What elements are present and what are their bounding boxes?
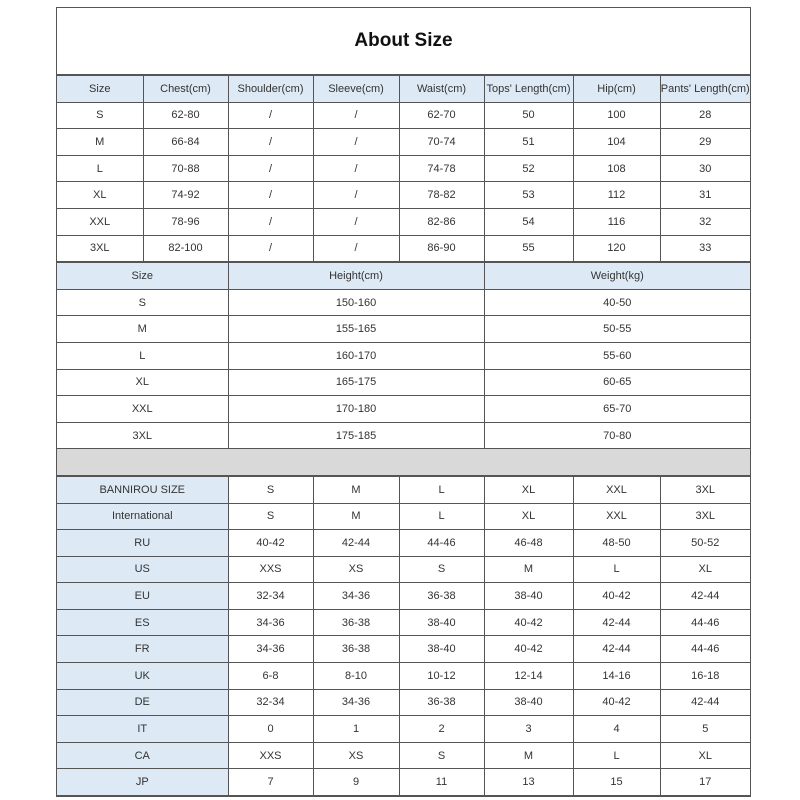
table-cell: / <box>313 208 399 235</box>
table-cell: 31 <box>660 182 750 209</box>
table-cell: 30 <box>660 155 750 182</box>
table-cell: 48-50 <box>573 530 660 557</box>
table-cell: 34-36 <box>228 636 313 663</box>
table-cell: XXS <box>228 556 313 583</box>
column-header: Waist(cm) <box>399 76 484 103</box>
table-cell: 52 <box>484 155 573 182</box>
table-cell: 62-70 <box>399 102 484 129</box>
table-cell: 40-42 <box>484 609 573 636</box>
column-header: Size <box>57 263 228 290</box>
table-row <box>57 235 750 262</box>
table-cell: 44-46 <box>660 609 750 636</box>
table-cell: XL <box>660 556 750 583</box>
table-row <box>57 530 750 557</box>
table-cell: 7 <box>228 769 313 796</box>
table-cell: 16-18 <box>660 663 750 690</box>
table-cell: L <box>573 742 660 769</box>
table-cell: 40-50 <box>484 289 750 316</box>
table-cell: 50-55 <box>484 316 750 343</box>
table-row <box>57 316 750 343</box>
table-cell: 32-34 <box>228 583 313 610</box>
table-cell: M <box>57 129 143 156</box>
table-cell: XS <box>313 742 399 769</box>
table-cell: S <box>57 102 143 129</box>
table-cell: 29 <box>660 129 750 156</box>
table-cell: 53 <box>484 182 573 209</box>
table-cell: 1 <box>313 716 399 743</box>
table-cell: / <box>228 182 313 209</box>
table-cell: JP <box>57 769 228 796</box>
table-cell: International <box>57 503 228 530</box>
table-cell: 36-38 <box>399 689 484 716</box>
table-cell: 38-40 <box>399 609 484 636</box>
table-cell: CA <box>57 742 228 769</box>
table-cell: 86-90 <box>399 235 484 262</box>
table-cell: FR <box>57 636 228 663</box>
table-cell: 70-74 <box>399 129 484 156</box>
table-cell: 36-38 <box>399 583 484 610</box>
table-cell: 15 <box>573 769 660 796</box>
table-cell: 112 <box>573 182 660 209</box>
column-header: Weight(kg) <box>484 263 750 290</box>
table-row <box>57 369 750 396</box>
table-row <box>57 182 750 209</box>
table-row <box>57 129 750 156</box>
table-cell: 38-40 <box>399 636 484 663</box>
table-cell: 155-165 <box>228 316 484 343</box>
table-cell: 42-44 <box>660 689 750 716</box>
table-cell: 70-80 <box>484 422 750 449</box>
table-cell: XXL <box>57 208 143 235</box>
table-cell: S <box>57 289 228 316</box>
table-cell: XL <box>57 182 143 209</box>
column-header: Size <box>57 76 143 103</box>
table-cell: IT <box>57 716 228 743</box>
table-cell: 34-36 <box>228 609 313 636</box>
table-cell: 160-170 <box>228 342 484 369</box>
table-cell: S <box>399 556 484 583</box>
table-cell: 33 <box>660 235 750 262</box>
table-cell: 170-180 <box>228 396 484 423</box>
table-cell: 42-44 <box>573 609 660 636</box>
table-cell: L <box>573 556 660 583</box>
table-cell: XL <box>660 742 750 769</box>
body-measurements-table <box>57 75 750 262</box>
table-cell: 34-36 <box>313 583 399 610</box>
table-cell: L <box>399 476 484 503</box>
table-cell: 4 <box>573 716 660 743</box>
table-cell: 32 <box>660 208 750 235</box>
table-cell: M <box>313 476 399 503</box>
table-cell: 66-84 <box>143 129 228 156</box>
table-cell: 40-42 <box>573 583 660 610</box>
height-weight-table <box>57 262 750 449</box>
header-row <box>57 76 750 103</box>
table-cell: M <box>484 556 573 583</box>
table-row <box>57 583 750 610</box>
table-cell: 65-70 <box>484 396 750 423</box>
table-row <box>57 609 750 636</box>
table-cell: 50-52 <box>660 530 750 557</box>
table-cell: 60-65 <box>484 369 750 396</box>
table-cell: 116 <box>573 208 660 235</box>
separator-row <box>57 449 750 476</box>
table-cell: / <box>313 235 399 262</box>
table-cell: L <box>57 155 143 182</box>
chart-title: About Size <box>57 8 750 75</box>
table-cell: 54 <box>484 208 573 235</box>
table-row <box>57 102 750 129</box>
table-cell: / <box>313 102 399 129</box>
table-row <box>57 476 750 503</box>
table-cell: 3XL <box>660 503 750 530</box>
table-cell: 100 <box>573 102 660 129</box>
table-cell: S <box>228 476 313 503</box>
table-cell: 17 <box>660 769 750 796</box>
table-cell: 36-38 <box>313 636 399 663</box>
table-cell: 3XL <box>57 235 143 262</box>
table-cell: 38-40 <box>484 689 573 716</box>
table-cell: 108 <box>573 155 660 182</box>
table-cell: XXS <box>228 742 313 769</box>
table-cell: 8-10 <box>313 663 399 690</box>
table-cell: / <box>228 129 313 156</box>
table-row <box>57 716 750 743</box>
table-cell: 34-36 <box>313 689 399 716</box>
table-cell: 74-92 <box>143 182 228 209</box>
table-cell: 165-175 <box>228 369 484 396</box>
table-cell: 40-42 <box>573 689 660 716</box>
table-row <box>57 556 750 583</box>
table-cell: 6-8 <box>228 663 313 690</box>
table-cell: 3XL <box>660 476 750 503</box>
table-cell: / <box>228 155 313 182</box>
size-chart <box>56 7 751 797</box>
table-cell: 2 <box>399 716 484 743</box>
table-cell: XXL <box>57 396 228 423</box>
table-cell: 10-12 <box>399 663 484 690</box>
table-row <box>57 503 750 530</box>
table-row <box>57 289 750 316</box>
table-cell: 74-78 <box>399 155 484 182</box>
table-cell: 5 <box>660 716 750 743</box>
table-cell: 44-46 <box>399 530 484 557</box>
table-cell: M <box>57 316 228 343</box>
table-cell: 32-34 <box>228 689 313 716</box>
table-cell: RU <box>57 530 228 557</box>
table-cell: S <box>228 503 313 530</box>
table-cell: UK <box>57 663 228 690</box>
table-cell: EU <box>57 583 228 610</box>
table-cell: 150-160 <box>228 289 484 316</box>
table-cell: 28 <box>660 102 750 129</box>
table-cell: 78-82 <box>399 182 484 209</box>
table-cell: / <box>313 182 399 209</box>
table-cell: 82-86 <box>399 208 484 235</box>
table-cell: XXL <box>573 503 660 530</box>
table-cell: XXL <box>573 476 660 503</box>
table-cell: XL <box>57 369 228 396</box>
table-cell: XL <box>484 476 573 503</box>
table-cell: BANNIROU SIZE <box>57 476 228 503</box>
table-row <box>57 769 750 796</box>
table-cell: 55-60 <box>484 342 750 369</box>
column-header: Sleeve(cm) <box>313 76 399 103</box>
table-cell: S <box>399 742 484 769</box>
table-cell: DE <box>57 689 228 716</box>
header-row <box>57 263 750 290</box>
table-cell: / <box>313 155 399 182</box>
table-cell: 3 <box>484 716 573 743</box>
table-cell: L <box>57 342 228 369</box>
table-cell: 78-96 <box>143 208 228 235</box>
table-cell: L <box>399 503 484 530</box>
table-cell: 3XL <box>57 422 228 449</box>
table-cell: 40-42 <box>228 530 313 557</box>
table-cell: 40-42 <box>484 636 573 663</box>
table-cell: 38-40 <box>484 583 573 610</box>
table-cell: 46-48 <box>484 530 573 557</box>
column-header: Tops' Length(cm) <box>484 76 573 103</box>
table-cell: 13 <box>484 769 573 796</box>
table-cell: 51 <box>484 129 573 156</box>
table-cell: XL <box>484 503 573 530</box>
table-cell: 50 <box>484 102 573 129</box>
table-cell: ES <box>57 609 228 636</box>
column-header: Chest(cm) <box>143 76 228 103</box>
table-cell: 104 <box>573 129 660 156</box>
table-row <box>57 663 750 690</box>
table-cell: 12-14 <box>484 663 573 690</box>
table-cell: 11 <box>399 769 484 796</box>
table-row <box>57 742 750 769</box>
international-size-table <box>57 476 750 796</box>
table-cell: / <box>228 208 313 235</box>
table-cell: 70-88 <box>143 155 228 182</box>
table-row <box>57 422 750 449</box>
table-row <box>57 342 750 369</box>
table-row <box>57 636 750 663</box>
table-cell: 42-44 <box>573 636 660 663</box>
table-cell: US <box>57 556 228 583</box>
table-cell: 36-38 <box>313 609 399 636</box>
table-cell: / <box>228 235 313 262</box>
table-cell: / <box>228 102 313 129</box>
table-cell: XS <box>313 556 399 583</box>
table-cell: 9 <box>313 769 399 796</box>
column-header: Hip(cm) <box>573 76 660 103</box>
table-row <box>57 396 750 423</box>
table-cell: 120 <box>573 235 660 262</box>
table-row <box>57 689 750 716</box>
table-cell: M <box>484 742 573 769</box>
table-cell: / <box>313 129 399 156</box>
column-header: Height(cm) <box>228 263 484 290</box>
column-header: Pants' Length(cm) <box>660 76 750 103</box>
table-cell: M <box>313 503 399 530</box>
table-cell: 0 <box>228 716 313 743</box>
column-header: Shoulder(cm) <box>228 76 313 103</box>
table-cell: 175-185 <box>228 422 484 449</box>
table-row <box>57 155 750 182</box>
table-cell: 82-100 <box>143 235 228 262</box>
table-row <box>57 208 750 235</box>
table-cell: 44-46 <box>660 636 750 663</box>
table-cell: 55 <box>484 235 573 262</box>
table-cell: 42-44 <box>660 583 750 610</box>
table-cell: 62-80 <box>143 102 228 129</box>
table-cell: 14-16 <box>573 663 660 690</box>
table-cell: 42-44 <box>313 530 399 557</box>
